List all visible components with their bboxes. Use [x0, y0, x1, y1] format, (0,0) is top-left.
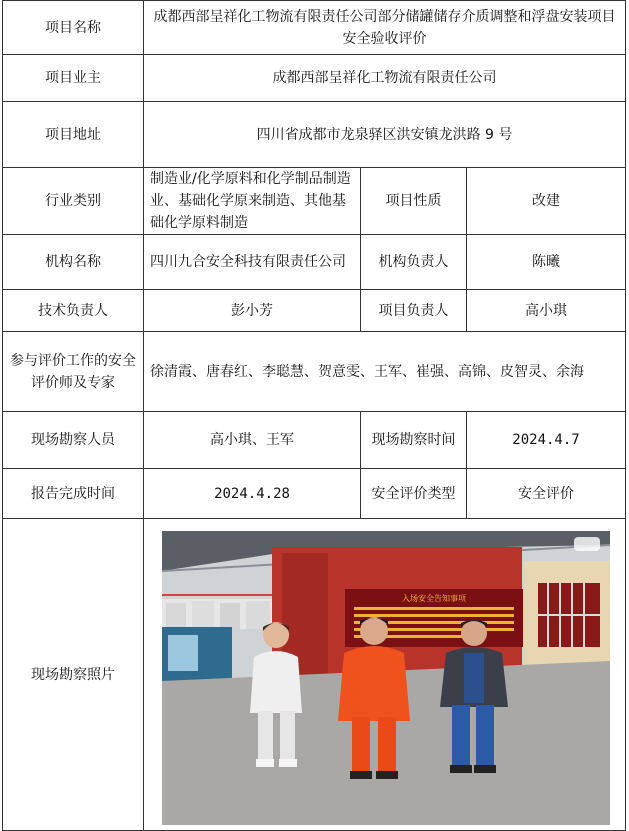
row-project-name — [3, 1, 626, 55]
address-label: 项目地址 — [3, 102, 144, 168]
survey-staff-label: 现场勘察人员 — [3, 412, 144, 469]
agency-head-label: 机构负责人 — [361, 235, 467, 290]
report-date-label: 报告完成时间 — [3, 469, 144, 519]
owner-label: 项目业主 — [3, 55, 144, 102]
notice-board-title: 入场安全告知事项 — [402, 594, 466, 603]
site-photo-illustration — [162, 531, 610, 825]
report-date-value: 2024.4.28 — [144, 469, 361, 519]
project-nature-label: 项目性质 — [361, 168, 467, 235]
survey-time-value: 2024.4.7 — [467, 412, 626, 469]
evaluation-type-value: 安全评价 — [467, 469, 626, 519]
row-agency — [3, 235, 626, 290]
row-address — [3, 102, 626, 168]
row-tech — [3, 290, 626, 332]
row-evaluators — [3, 332, 626, 412]
agency-label: 机构名称 — [3, 235, 144, 290]
project-manager-value: 高小琪 — [467, 290, 626, 332]
row-photo — [3, 519, 626, 831]
project-nature-value: 改建 — [467, 168, 626, 235]
evaluation-type-label: 安全评价类型 — [361, 469, 467, 519]
survey-time-label: 现场勘察时间 — [361, 412, 467, 469]
industry-value: 制造业/化学原料和化学制品制造业、基础化学原来制造、其他基础化学原料制造 — [144, 168, 361, 235]
survey-staff-value: 高小琪、王军 — [144, 412, 361, 469]
project-manager-label: 项目负责人 — [361, 290, 467, 332]
site-photo-label: 现场勘察照片 — [3, 519, 144, 831]
agency-value: 四川九合安全科技有限责任公司 — [144, 235, 361, 290]
address-value: 四川省成都市龙泉驿区洪安镇龙洪路 9 号 — [144, 102, 626, 168]
row-industry — [3, 168, 626, 235]
site-photo — [162, 531, 610, 825]
row-survey — [3, 412, 626, 469]
site-photo-cell — [144, 519, 626, 831]
owner-value: 成都西部呈祥化工物流有限责任公司 — [144, 55, 626, 102]
evaluators-label: 参与评价工作的安全评价师及专家 — [3, 332, 144, 412]
row-owner — [3, 55, 626, 102]
tech-lead-value: 彭小芳 — [144, 290, 361, 332]
industry-label: 行业类别 — [3, 168, 144, 235]
agency-head-value: 陈曦 — [467, 235, 626, 290]
tech-lead-label: 技术负责人 — [3, 290, 144, 332]
project-name-label: 项目名称 — [3, 1, 144, 55]
photo-badge-icon — [574, 537, 600, 551]
evaluation-info-table — [2, 0, 626, 831]
project-name-value: 成都西部呈祥化工物流有限责任公司部分储罐储存介质调整和浮盘安装项目安全验收评价 — [144, 1, 626, 55]
evaluators-value: 徐清霞、唐春红、李聪慧、贺意雯、王军、崔强、高锦、皮智灵、余海 — [144, 332, 626, 412]
row-report — [3, 469, 626, 519]
